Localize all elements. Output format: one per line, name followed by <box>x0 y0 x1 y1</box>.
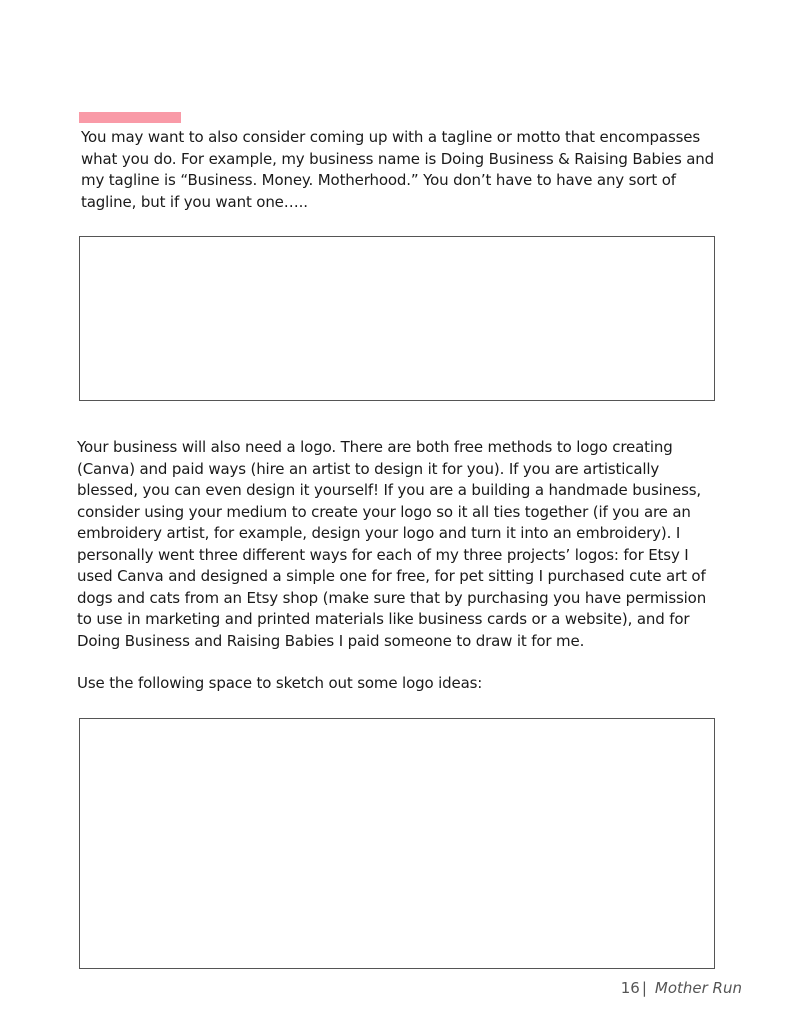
logo-intro-paragraph: Your business will also need a logo. There are both free methods to logo creating (Canva) and paid ways (hire an artist to design it for you). If you are artistically blessed, you can even design it yourself! If you are a building a handmade business, consider using your medium to create your logo so it all ties together (if you are an embroidery artist, for example, design your logo and turn it into an embroidery). I personally went three different ways for each of my three projects’ logos: for Etsy I used Canva and designed a simple one for free, for pet sitting I purchased cute art of dogs and cats from an Etsy shop (make sure that by purchasing you have permission to use in marketing and printed materials like business cards or a website), and for Doing Business and Raising Babies I paid someone to draw it for me. <box>77 438 707 650</box>
logo-sketch-box[interactable] <box>79 718 715 969</box>
book-title: Mother Run <box>654 979 742 997</box>
tagline-intro-paragraph: You may want to also consider coming up with a tagline or motto that encompasses what you do. For example, my business name is Doing Business & Raising Babies and my tagline is “Business. Money. Motherhood.” You don’t have to have any sort of tagline, but if you want one….. <box>81 128 715 211</box>
sketch-prompt: Use the following space to sketch out some logo ideas: <box>77 674 483 692</box>
footer-separator: | <box>641 979 647 997</box>
page-number: 16 <box>620 979 640 997</box>
page-footer <box>621 979 742 997</box>
tagline-writing-box[interactable] <box>79 236 715 401</box>
section-accent-bar <box>79 112 181 123</box>
